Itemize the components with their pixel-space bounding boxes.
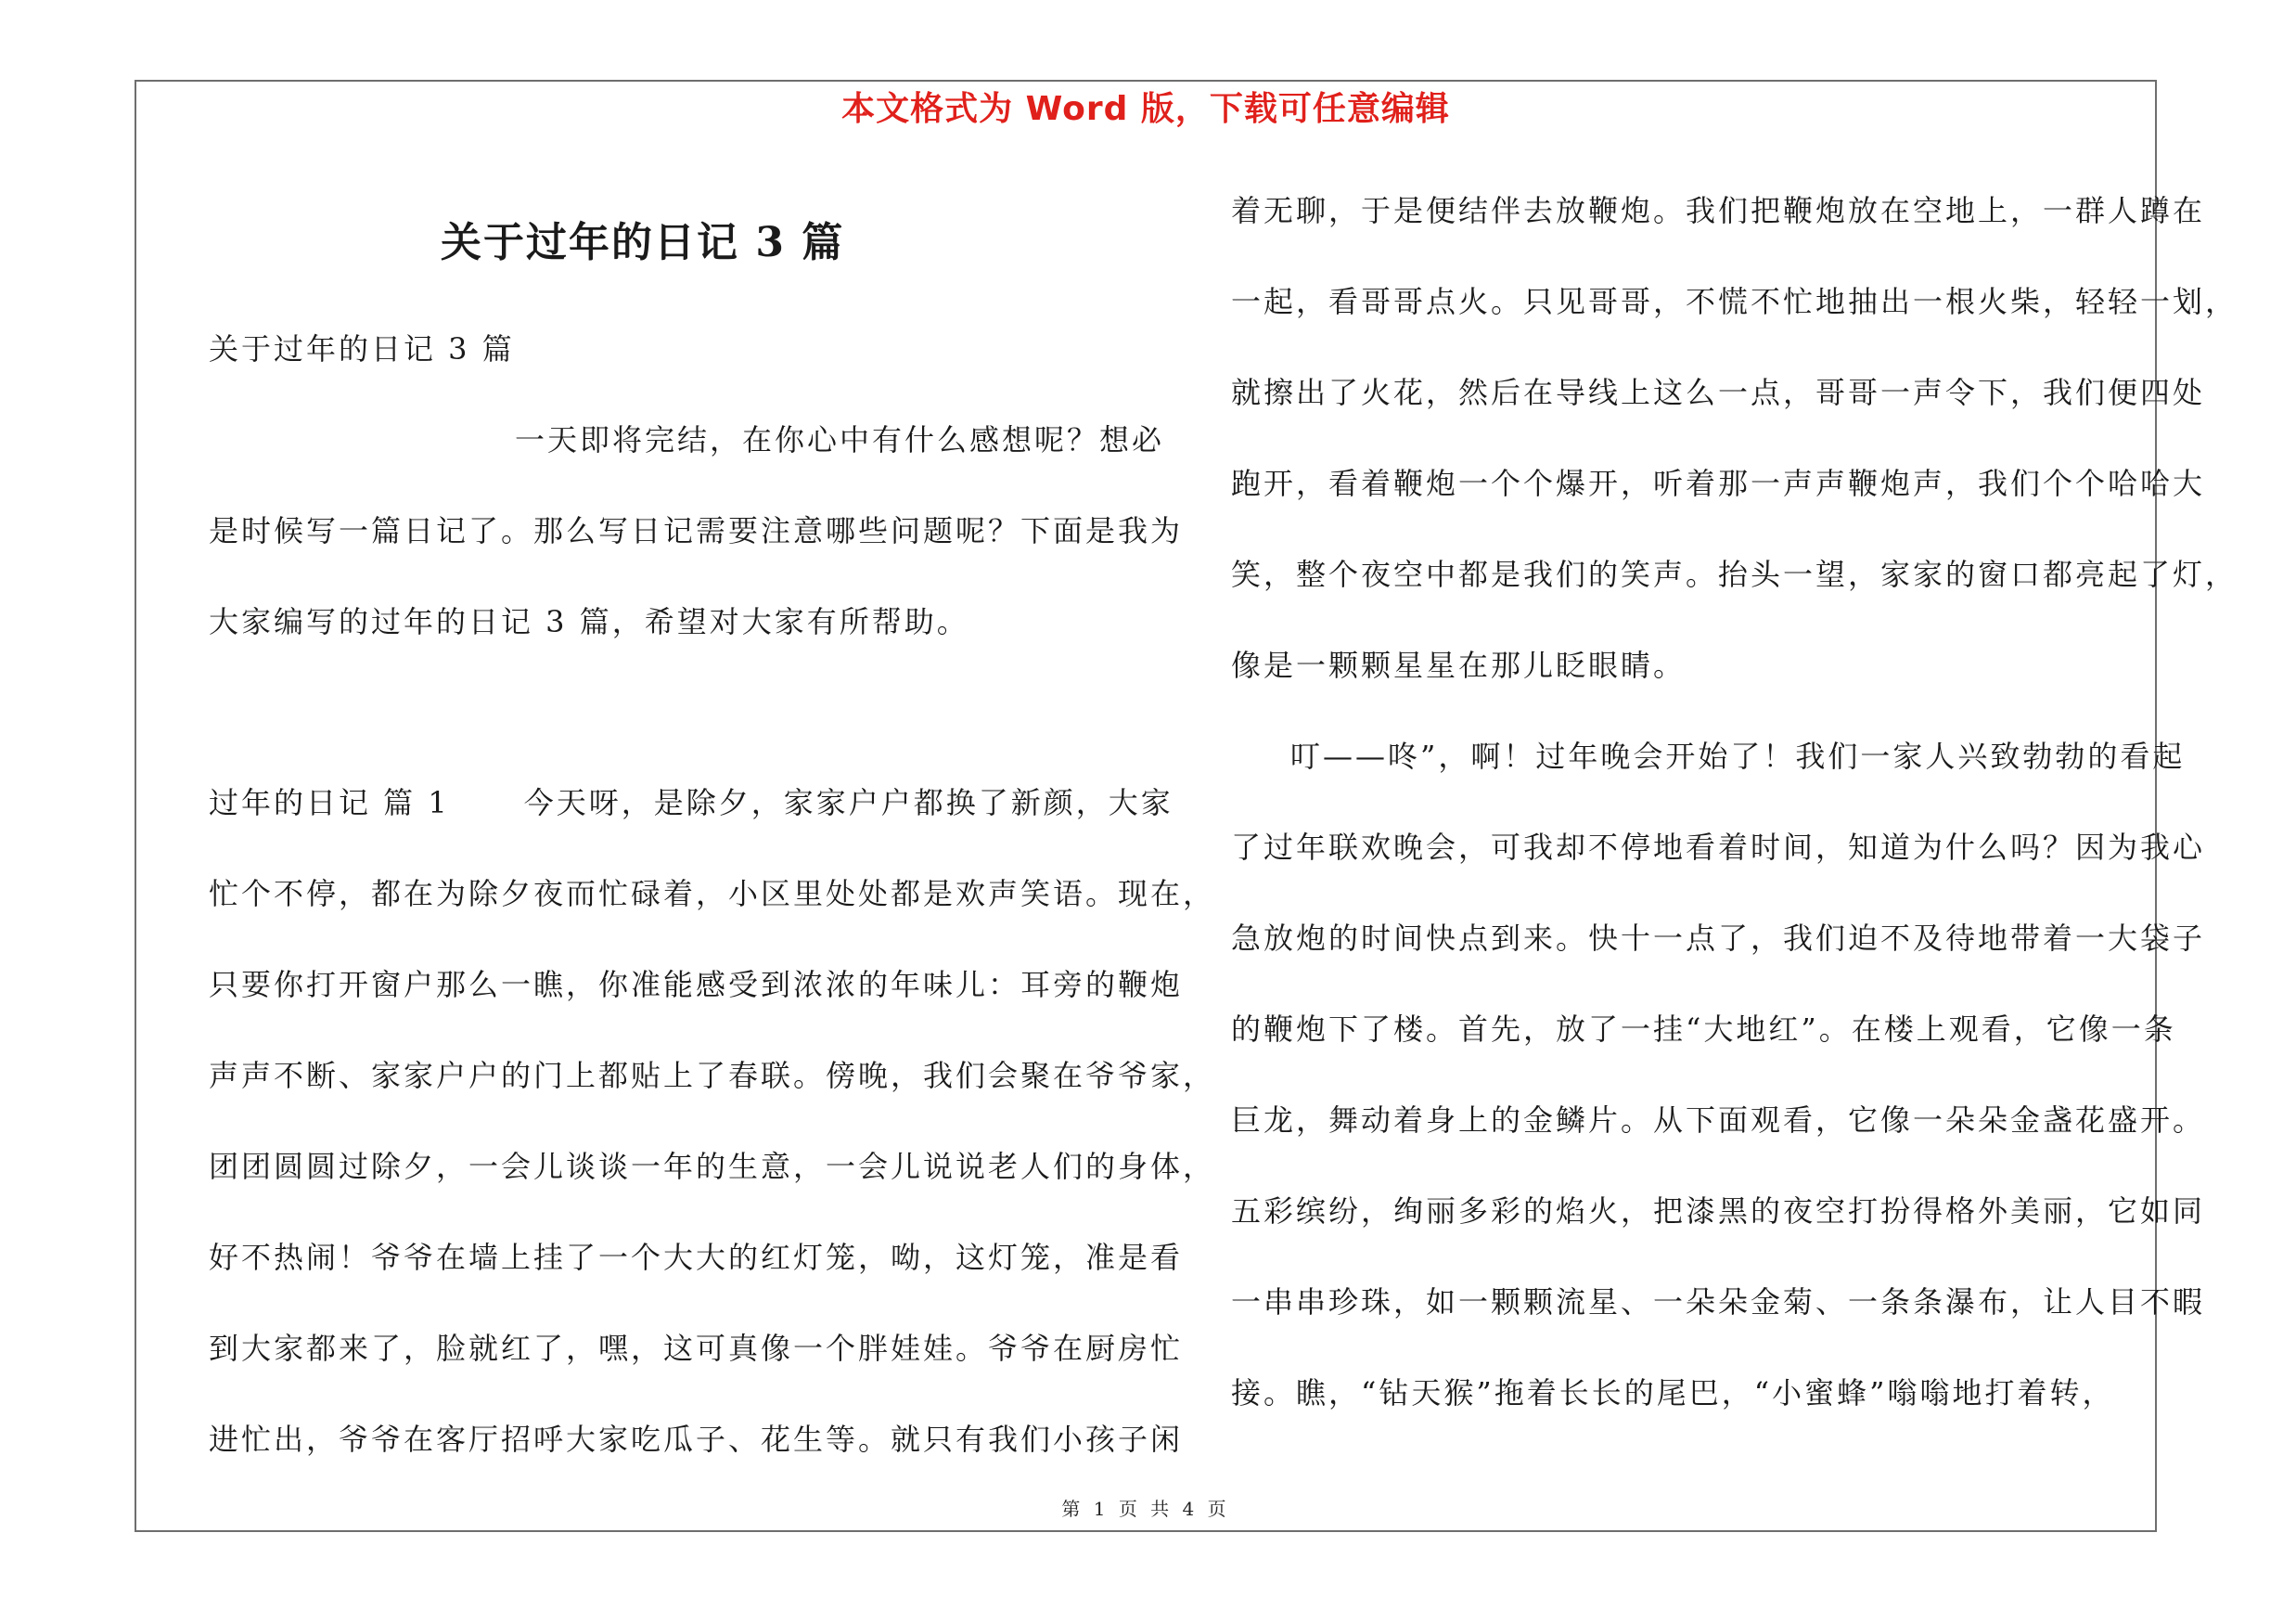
document-title: 关于过年的日记 3 篇	[441, 219, 845, 266]
paragraph-first-line: 叮——咚”，啊！过年晚会开始了！我们一家人兴致勃勃的看起	[1290, 739, 2186, 774]
body-line: 好不热闹！爷爷在墙上挂了一个大大的红灯笼，呦，这灯笼，准是看	[209, 1240, 1184, 1275]
body-line: 进忙出，爷爷在客厅招呼大家吃瓜子、花生等。就只有我们小孩子闲	[209, 1422, 1184, 1457]
body-line: 像是一颗颗星星在那儿眨眼睛。	[1231, 648, 1687, 683]
body-line: 着无聊，于是便结伴去放鞭炮。我们把鞭炮放在空地上，一群人蹲在	[1231, 193, 2206, 228]
subtitle-line: 关于过年的日记 3 篇	[209, 331, 515, 367]
body-text: 今天呀，是除夕，家家户户都换了新颜，大家	[523, 785, 1174, 820]
body-line: 笑，整个夜空中都是我们的笑声。抬头一望，家家的窗口都亮起了灯，	[1231, 557, 2238, 592]
body-line: 团团圆圆过除夕，一会儿谈谈一年的生意，一会儿说说老人们的身体，	[209, 1149, 1216, 1184]
body-line: 忙个不停，都在为除夕夜而忙碌着，小区里处处都是欢声笑语。现在，	[209, 876, 1216, 911]
section-first-line	[209, 784, 1174, 821]
body-line: 巨龙，舞动着身上的金鳞片。从下面观看，它像一朵朵金盏花盛开。	[1231, 1102, 2206, 1138]
body-line: 五彩缤纷，绚丽多彩的焰火，把漆黑的夜空打扮得格外美丽，它如同	[1231, 1193, 2206, 1229]
body-line: 跑开，看着鞭炮一个个爆开，听着那一声声鞭炮声，我们个个哈哈大	[1231, 466, 2206, 501]
page-number: 第 1 页 共 4 页	[1061, 1498, 1230, 1520]
intro-line: 大家编写的过年的日记 3 篇，希望对大家有所帮助。	[209, 604, 969, 639]
body-line: 急放炮的时间快点到来。快十一点了，我们迫不及待地带着一大袋子	[1231, 921, 2206, 956]
word-format-banner: 本文格式为 Word 版，下载可任意编辑	[841, 90, 1450, 128]
body-line: 到大家都来了，脸就红了，嘿，这可真像一个胖娃娃。爷爷在厨房忙	[209, 1331, 1184, 1366]
intro-line: 是时候写一篇日记了。那么写日记需要注意哪些问题呢？下面是我为	[209, 513, 1184, 548]
body-line: 只要你打开窗户那么一瞧，你准能感受到浓浓的年味儿：耳旁的鞭炮	[209, 967, 1184, 1002]
body-line: 的鞭炮下了楼。首先，放了一挂“大地红”。在楼上观看，它像一条	[1231, 1011, 2176, 1047]
section-heading: 过年的日记 篇 1	[209, 785, 450, 820]
body-line: 了过年联欢晚会，可我却不停地看着时间，知道为什么吗？因为我心	[1231, 830, 2206, 865]
body-line: 接。瞧，“钻天猴”拖着长长的尾巴，“小蜜蜂”嗡嗡地打着转，	[1231, 1375, 2115, 1410]
body-line: 就擦出了火花，然后在导线上这么一点，哥哥一声令下，我们便四处	[1231, 375, 2206, 410]
body-line: 一串串珍珠，如一颗颗流星、一朵朵金菊、一条条瀑布，让人目不暇	[1231, 1284, 2206, 1320]
intro-line: 一天即将完结，在你心中有什么感想呢？想必	[515, 422, 1165, 457]
body-line: 一起，看哥哥点火。只见哥哥，不慌不忙地抽出一根火柴，轻轻一划，	[1231, 284, 2238, 319]
body-line: 声声不断、家家户户的门上都贴上了春联。傍晚，我们会聚在爷爷家，	[209, 1058, 1216, 1093]
